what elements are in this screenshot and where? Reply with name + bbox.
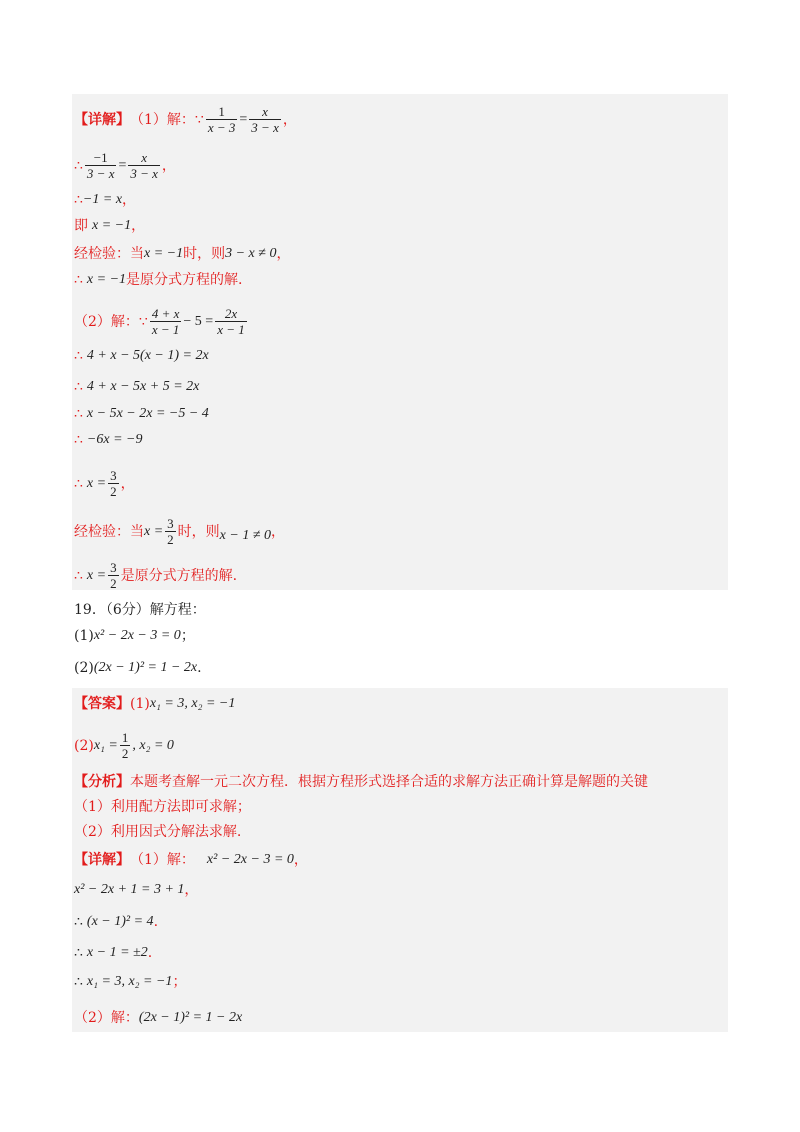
equation: x − 1 = ±2 [86,945,148,960]
q18-line-9: ∴ 4 + x − 5x + 5 = 2x [74,379,200,395]
q19-detail-line-5: ∴ x₁ = 3, x₂ = −1 ； [74,974,187,990]
answer-line-1: 【答案】 (1) x₁ = 3, x₂ = −1 [74,696,236,712]
question-19-heading: 19．（6分）解方程： [74,602,206,618]
analysis-text: 本题考查解一元二次方程．根据方程形式选择合适的求解方法正确计算是解题的关键 [130,774,648,790]
equation: x² − 2x − 3 = 0 [93,628,181,643]
therefore-symbol: ∴ [74,157,83,174]
q19-detail-line-2: x² − 2x + 1 = 3 + 1 ， [74,882,199,898]
answer-line-2: (2) x₁ = $\frac{1}{2}$ , x₂ = 0 [74,730,174,761]
analysis-label: 【分析】 [74,774,130,790]
solve-label: 解： [166,111,195,128]
equation: x₁ = 3, x₂ = −1 [149,696,236,711]
equation: x − 5x − 2x = −5 − 4 [86,406,209,421]
is-root-text: 是原分式方程的解. [126,272,243,288]
method-line-2: （2）利用因式分解法求解. [74,824,242,840]
fraction: $\frac{x}{3 - x}$ [251,104,279,135]
because-symbol: ∵ [194,111,204,128]
fraction: $\frac{1}{x - 3}$ [207,104,236,135]
question-19-part2: (2) (2x − 1)² = 1 − 2x . [74,660,202,676]
equation: 4 + x − 5(x − 1) = 2x [86,348,209,363]
q18-line-3: ∴ −1 = x ， [74,192,137,208]
q18-line-12: ∴ x = $\frac{3}{2}$ ， [74,468,135,499]
equation: (2x − 1)² = 1 − 2x [93,660,198,675]
q18-line-6: ∴ x = −1 是原分式方程的解. [74,272,243,288]
fraction: $\frac{3}{2}$ [110,560,117,591]
q19-detail-line-3: ∴ (x − 1)² = 4 . [74,914,159,930]
fraction: $\frac{3}{2}$ [167,516,174,547]
detail-label: 【详解】 [74,111,130,128]
q18-line-5: 经检验：当 x = −1 时，则 3 − x ≠ 0 ， [74,246,291,262]
equation: x = −1 [144,246,184,261]
equation: x² − 2x − 3 = 0 [206,852,294,867]
equation: x = −1 [86,272,127,287]
q18-line-1: 【详解】 （1） 解： ∵ $\frac{1}{x - 3}$ = $\frac{x}{3 - x}$ ， [74,104,297,135]
fraction: $\frac{3}{2}$ [110,468,117,499]
equation: −6x = −9 [86,432,143,447]
fraction: $\frac{1}{2}$ [121,730,129,761]
q19-detail-line-1: 【详解】 （1） 解： x² − 2x − 3 = 0 ， [74,852,308,868]
equation: x₁ = 3, x₂ = −1 [86,974,173,989]
answer-label: 【答案】 [74,696,130,712]
q18-line-13: 经检验：当 x = $\frac{3}{2}$ 时，则 x − 1 ≠ 0 ， [74,516,286,547]
question-19-part1: (1) x² − 2x − 3 = 0 ； [74,628,195,644]
equation: x = −1 [92,218,132,233]
part-label: （1） [130,111,167,128]
equation: 4 + x − 5x + 5 = 2x [86,379,200,394]
q18-line-11: ∴ −6x = −9 [74,432,143,448]
analysis-line [74,772,648,792]
q18-line-4: 即 x = −1 ， [74,218,146,234]
q18-line-14: ∴ x = $\frac{3}{2}$ 是原分式方程的解. [74,560,238,591]
fraction: $\frac{x}{3 - x}$ [130,150,158,181]
namely-label: 即 [74,218,88,234]
q18-line-10: ∴ x − 5x − 2x = −5 − 4 [74,406,209,422]
equation: −1 = x [82,192,123,207]
q18-line-8: ∴ 4 + x − 5(x − 1) = 2x [74,348,209,364]
fraction: $\frac{-1}{3 - x}$ [86,150,115,181]
method-line-1: （1）利用配方法即可求解； [74,799,251,815]
equation: x − 1 ≠ 0 [219,527,272,543]
q19-detail-line-4: ∴ x − 1 = ±2 . [74,945,153,961]
q18-line-2: ∴ $\frac{-1}{3 - x}$ = $\frac{x}{3 - x}$ ， [74,150,176,181]
q18-line-7: （2） 解： ∵ $\frac{4 + x}{x - 1}$ − 5 = $\frac{2x}{x - 1}$ [74,306,245,337]
fraction: $\frac{2x}{x - 1}$ [217,306,245,337]
equation: 3 − x ≠ 0 [225,246,277,261]
equation: (x − 1)² = 4 [86,914,154,929]
check-label: 经检验：当 [74,246,144,262]
fraction: $\frac{4 + x}{x - 1}$ [151,306,180,337]
equation: (2x − 1)² = 1 − 2x [138,1010,243,1025]
equation: x² − 2x + 1 = 3 + 1 [74,882,185,897]
q19-detail-line-6: （2） 解： (2x − 1)² = 1 − 2x [74,1010,243,1026]
